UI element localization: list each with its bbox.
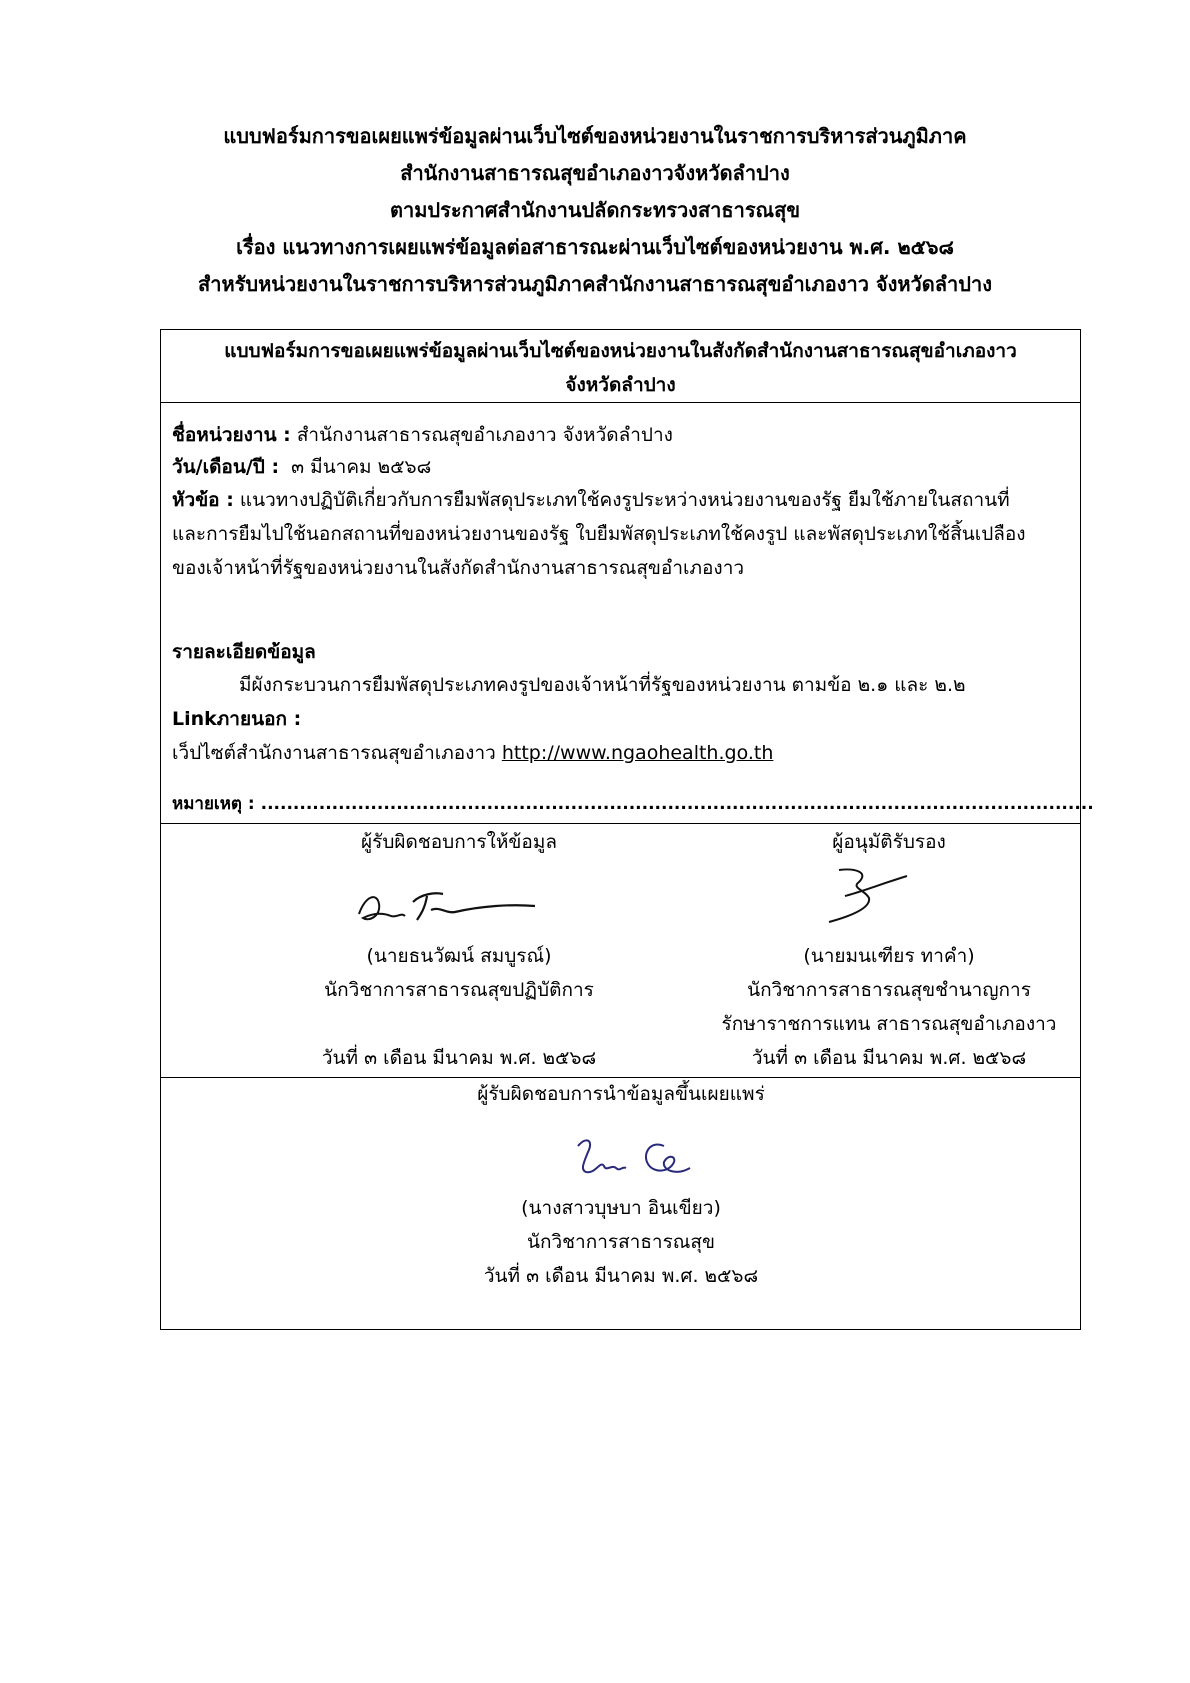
agency-label: ชื่อหน่วยงาน :	[172, 424, 291, 446]
approver-date: วันที่ ๓ เดือน มีนาคม พ.ศ. ๒๕๖๘	[751, 1047, 1027, 1069]
publisher-signature-icon[interactable]	[566, 1132, 696, 1188]
responsible-signature-icon	[351, 874, 541, 934]
signature-section	[161, 824, 1080, 1078]
responsible-date: วันที่ ๓ เดือน มีนาคม พ.ศ. ๒๕๖๘	[321, 1047, 597, 1069]
responsible-heading: ผู้รับผิดชอบการให้ข้อมูล	[361, 831, 557, 853]
website-text: เว็ปไซต์สำนักงานสาธารณสุขอำเภองาว	[172, 742, 496, 764]
remark-row: หมายเหตุ : .................................................................................................................................	[172, 794, 1094, 814]
date-row	[172, 451, 431, 483]
date-label: วัน/เดือน/ปี :	[172, 456, 280, 478]
header-line-2: สำนักงานสาธารณสุขอำเภองาวจังหวัดลำปาง	[400, 161, 790, 185]
topic-label: หัวข้อ :	[172, 489, 234, 511]
topic-row	[172, 484, 1010, 516]
header-line-3: ตามประกาศสำนักงานปลัดกระทรวงสาธารณสุข	[389, 198, 800, 222]
form-title-line-2: จังหวัดลำปาง	[565, 374, 676, 396]
responsible-position: นักวิชาการสาธารณสุขปฏิบัติการ	[324, 979, 594, 1001]
header-line-5: สำหรับหน่วยงานในราชการบริหารส่วนภูมิภาคสำนักงานสาธารณสุขอำเภองาว จังหวัดลำปาง	[198, 272, 992, 296]
approver-acting: รักษาราชการแทน สาธารณสุขอำเภองาว	[721, 1013, 1057, 1035]
responsible-name: (นายธนวัฒน์ สมบูรณ์)	[366, 945, 552, 967]
website-link[interactable]: http://www.ngaohealth.go.th	[501, 742, 774, 764]
publisher-name: (นางสาวบุษบา อินเขียว)	[521, 1197, 721, 1219]
approver-position: นักวิชาการสาธารณสุขชำนาญการ	[747, 979, 1031, 1001]
agency-value: สำนักงานสาธารณสุขอำเภองาว จังหวัดลำปาง	[296, 424, 673, 446]
form-table	[160, 329, 1094, 1330]
header-line-1: แบบฟอร์มการขอเผยแพร่ข้อมูลผ่านเว็บไซต์ของหน่วยงานในราชการบริหารส่วนภูมิภาค	[223, 124, 967, 148]
approver-heading: ผู้อนุมัติรับรอง	[832, 831, 946, 853]
link-label: Linkภายนอก :	[172, 708, 302, 730]
document-header	[0, 118, 1190, 303]
publisher-heading: ผู้รับผิดชอบการนำข้อมูลขึ้นเผยแพร่	[477, 1083, 765, 1105]
form-title	[161, 330, 1080, 403]
date-value: ๓ มีนาคม ๒๕๖๘	[291, 456, 432, 478]
publisher-section	[161, 1078, 1080, 1328]
website-row	[172, 737, 773, 769]
details-text: มีผังกระบวนการยืมพัสดุประเภทคงรูปของเจ้าหน้าที่รัฐของหน่วยงาน ตามข้อ ๒.๑ และ ๒.๒	[239, 674, 966, 696]
topic-line-3: ของเจ้าหน้าที่รัฐของหน่วยงานในสังกัดสำนักงานสาธารณสุขอำเภองาว	[172, 557, 745, 579]
approver-name: (นายมนเฑียร ทาคำ)	[803, 945, 975, 967]
form-title-line-1: แบบฟอร์มการขอเผยแพร่ข้อมูลผ่านเว็บไซต์ของหน่วยงานในสังกัดสำนักงานสาธารณสุขอำเภองาว	[224, 340, 1017, 362]
header-line-4: เรื่อง แนวทางการเผยแพร่ข้อมูลต่อสาธารณะผ่านเว็บไซต์ของหน่วยงาน พ.ศ. ๒๕๖๘	[236, 235, 954, 259]
publisher-position: นักวิชาการสาธารณสุข	[526, 1231, 716, 1253]
info-section	[161, 403, 1094, 824]
topic-line-1: แนวทางปฏิบัติเกี่ยวกับการยืมพัสดุประเภทใช้คงรูประหว่างหน่วยงานของรัฐ ยืมใช้ภายในสถานที่	[239, 489, 1010, 511]
details-label: รายละเอียดข้อมูล	[172, 641, 316, 663]
agency-row	[172, 419, 673, 451]
approver-signature-icon	[821, 862, 911, 930]
publisher-date: วันที่ ๓ เดือน มีนาคม พ.ศ. ๒๕๖๘	[483, 1265, 759, 1287]
topic-line-2: และการยืมไปใช้นอกสถานที่ของหน่วยงานของรัฐ ใบยืมพัสดุประเภทใช้คงรูป และพัสดุประเภทใช้สิ้นเปลือง	[172, 523, 1026, 545]
